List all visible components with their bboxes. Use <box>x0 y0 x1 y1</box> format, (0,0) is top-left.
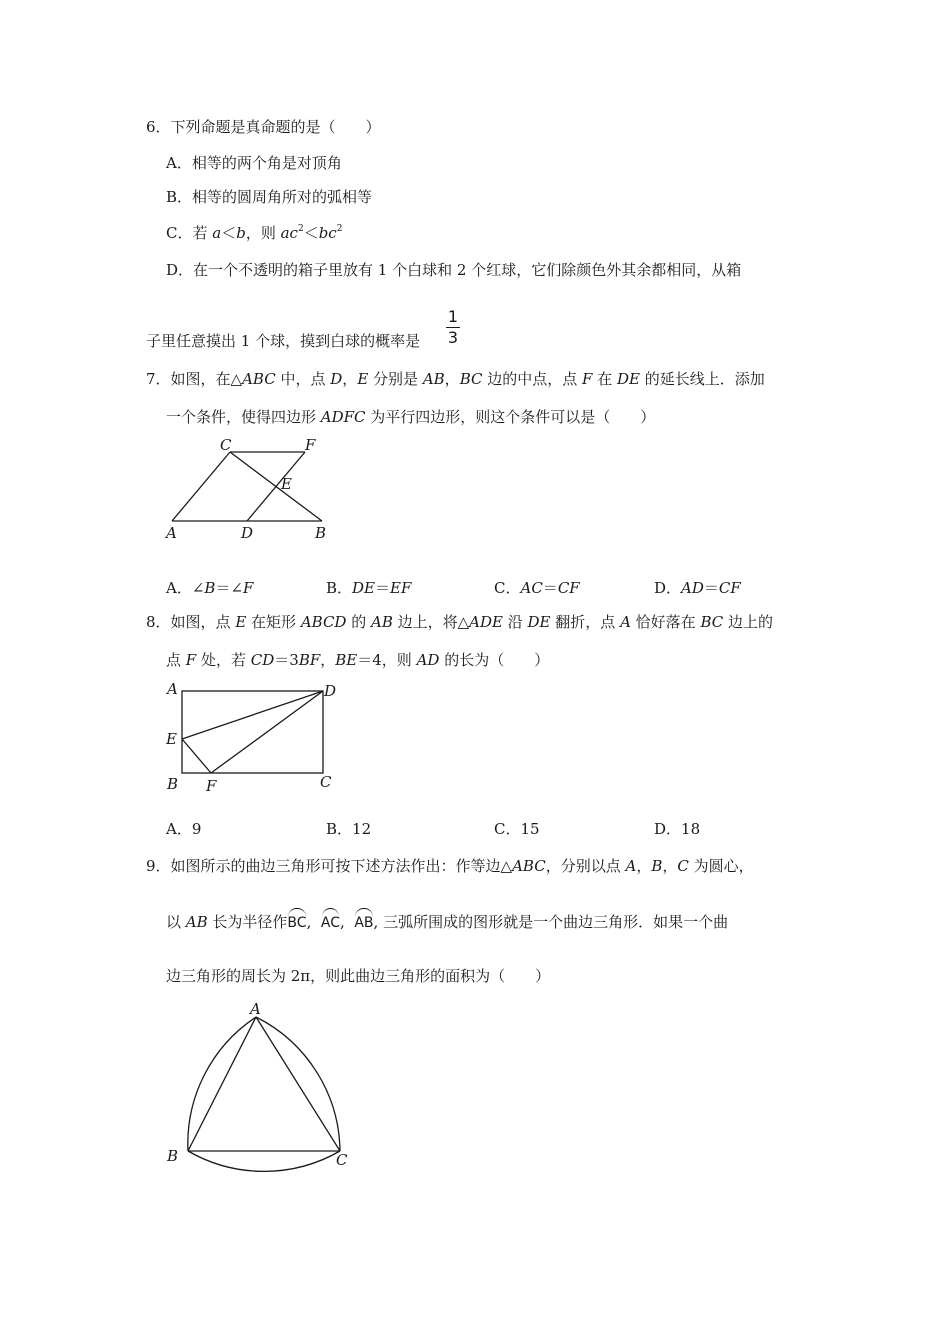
q7-stem-line1: 7．如图，在△ABC 中，点 D，E 分别是 AB，BC 边的中点，点 F 在 DE 的延长线上．添加 <box>146 370 765 388</box>
label-B: B <box>315 524 327 542</box>
arc-ac: AC <box>321 909 340 933</box>
label-E: E <box>281 475 292 493</box>
q8-option-a: A．9 <box>166 820 202 838</box>
q7-parallelogram-figure <box>160 432 340 547</box>
q9-stem-line1: 9．如图所示的曲边三角形可按下述方法作出：作等边△ABC，分别以点 A，B，C 为圆心， <box>146 857 754 875</box>
q8-option-d: D．18 <box>654 820 701 838</box>
label-F: F <box>206 777 217 795</box>
q7-stem-line2: 一个条件，使得四边形 ADFC 为平行四边形，则这个条件可以是（ ） <box>166 408 656 426</box>
label-C: C <box>336 1151 348 1169</box>
label-D: D <box>324 682 337 700</box>
q9-stem-line3: 边三角形的周长为 2π，则此曲边三角形的面积为（ ） <box>166 967 551 985</box>
q9-stem-line2: 以 AB 长为半径作BC, AC, AB, 三弧所围成的图形就是一个曲边三角形．如果一个曲 <box>166 909 728 933</box>
q6-stem: 6．下列命题是真命题的是（ ） <box>146 118 381 136</box>
label-E: E <box>166 730 177 748</box>
label-B: B <box>167 775 179 793</box>
q6-option-d-cont: 子里任意摸出 1 个球，摸到白球的概率是 <box>146 332 421 350</box>
label-C: C <box>320 773 332 791</box>
label-D: D <box>241 524 254 542</box>
q6-option-b: B．相等的圆周角所对的弧相等 <box>166 188 373 206</box>
q7-option-d: D．AD＝CF <box>654 579 741 597</box>
arc-bc: BC <box>287 909 306 933</box>
arc-ab: AB <box>354 909 373 933</box>
label-A: A <box>250 1000 261 1018</box>
segment-AB <box>188 1017 256 1151</box>
label-F: F <box>305 436 316 454</box>
segment-AC <box>172 452 230 521</box>
q6-option-c: C．若 a＜b，则 $ac^2<bc^2$ <box>166 224 343 242</box>
segment-AC <box>256 1017 340 1151</box>
fraction-denominator: 3 <box>447 328 459 347</box>
q8-stem-line2: 点 F 处，若 CD＝3BF，BE＝4，则 AD 的长为（ ） <box>166 651 550 669</box>
segment-FD <box>211 691 323 773</box>
label-A: A <box>166 524 177 542</box>
q8-option-c: C．15 <box>494 820 540 838</box>
q8-rectangle-figure <box>160 678 350 798</box>
label-A: A <box>167 680 178 698</box>
probability-fraction <box>443 308 463 347</box>
q8-stem-line1: 8．如图，点 E 在矩形 ABCD 的 AB 边上，将△ADE 沿 DE 翻折，点 A 恰好落在 BC 边上的 <box>146 613 774 631</box>
q6-option-d: D．在一个不透明的箱子里放有 1 个白球和 2 个红球，它们除颜色外其余都相同，从箱 <box>166 261 742 279</box>
label-C: C <box>220 436 232 454</box>
segment-ED <box>182 691 323 739</box>
q7-option-a: A．∠B＝∠F <box>166 579 254 597</box>
fraction-numerator: 1 <box>447 307 459 326</box>
q7-option-c: C．AC＝CF <box>494 579 580 597</box>
q9-reuleaux-figure <box>160 995 360 1175</box>
segment-DF <box>247 452 305 521</box>
segment-EF <box>182 739 211 773</box>
label-B: B <box>167 1147 179 1165</box>
q6-option-a: A．相等的两个角是对顶角 <box>166 154 342 172</box>
q8-option-b: B．12 <box>326 820 372 838</box>
q7-option-b: B．DE＝EF <box>326 579 412 597</box>
arc-bc-curve <box>188 1151 340 1171</box>
